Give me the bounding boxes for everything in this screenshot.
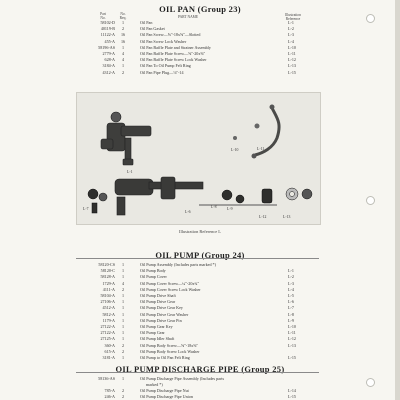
part-number: 58136-AS	[98, 376, 115, 381]
illustration-ref: L-5	[288, 293, 294, 298]
table-row	[0, 330, 400, 336]
part-name: Oil Pan Gasket	[140, 26, 165, 32]
quantity: 2	[121, 69, 125, 75]
part-number: 2779-A	[102, 51, 115, 56]
table-row	[0, 305, 400, 311]
illustration-ref: L-2	[288, 274, 294, 280]
part-number: 246-A	[104, 394, 115, 399]
table-row	[0, 336, 400, 342]
table-row	[0, 268, 400, 274]
table-row	[0, 324, 400, 330]
part-name: marked *)	[146, 382, 163, 387]
quantity: 1	[121, 268, 125, 274]
table-row	[0, 343, 400, 349]
table-row	[0, 312, 400, 318]
part-name: Oil Pump Body	[140, 268, 166, 274]
illustration-ref: L-15	[288, 394, 296, 399]
illustration-ref: L-11	[288, 51, 296, 56]
part-number: 4111-A	[102, 286, 115, 292]
part-name: Oil Pump Drive Gear Pin	[140, 317, 182, 323]
quantity: 1	[121, 305, 125, 311]
part-number: 628-A	[104, 57, 115, 63]
illustration-ref: L-1	[288, 268, 294, 274]
illustration-ref: L-10	[288, 324, 296, 329]
quantity: 1	[121, 44, 125, 50]
table-row	[0, 63, 400, 69]
quantity: 1	[121, 20, 125, 25]
part-name: Oil Pan Baffle Plate Screw Lock Washer	[140, 57, 207, 63]
table-row	[0, 274, 400, 280]
table-row	[0, 51, 400, 57]
part-number: 11122-A	[100, 32, 115, 38]
callout-l13: L-13	[283, 215, 291, 219]
part-number: 58102-D	[100, 20, 115, 25]
quantity: 2	[121, 26, 125, 32]
part-name: Oil Pump Idler Shaft	[140, 336, 175, 342]
illustration-ref: L-13	[288, 342, 296, 348]
quantity: 1	[121, 311, 125, 317]
quantity: 16	[120, 38, 126, 44]
illustration-ref: L-8	[288, 311, 294, 317]
part-number: 4312-A	[102, 69, 115, 75]
illustration-ref: L-3	[288, 280, 294, 286]
illustration-ref: L-2	[288, 26, 294, 32]
table-row	[0, 299, 400, 305]
part-name: Oil Pump Body Screw Lock Washer	[140, 348, 200, 354]
table-row	[0, 293, 400, 299]
illustration-ref: L-9	[288, 317, 294, 323]
part-number: 27125-A	[100, 336, 115, 342]
quantity: 1	[121, 355, 125, 360]
callout-l10: L-10	[231, 148, 239, 152]
page-edge	[395, 0, 400, 400]
part-number: 360-A	[104, 342, 115, 348]
table-row	[0, 57, 400, 63]
oil-pan-illustration	[76, 92, 321, 225]
part-name: Oil Pump Cover	[140, 274, 167, 280]
part-name: Oil Pump Drive Shaft	[140, 293, 176, 298]
illustration-ref: L-1	[288, 20, 294, 25]
part-number: 785-A	[104, 388, 115, 393]
part-name: Oil Pan To Oil Pump Felt Ring	[140, 63, 191, 69]
column-header-part-no: Part No.	[100, 12, 106, 20]
quantity: 4	[121, 51, 125, 56]
illustration-caption: Illustration Reference L	[179, 229, 221, 234]
part-number: 40119-B	[100, 26, 115, 32]
table-row	[0, 394, 400, 400]
quantity: 1	[121, 63, 125, 69]
quantity: 1	[121, 293, 125, 298]
table-row	[0, 70, 400, 76]
column-header-illustration-reference: Illustration Reference	[285, 13, 301, 21]
quantity: 2	[121, 388, 125, 393]
quantity: 1	[121, 324, 125, 329]
illustration-ref: L-13	[288, 63, 296, 69]
table-row	[0, 281, 400, 287]
illustration-ref: L-12	[288, 57, 296, 63]
part-number: 27106-A	[100, 299, 115, 305]
illustration-ref: L-7	[288, 305, 294, 311]
part-number: 27122-A	[100, 330, 115, 336]
part-number: 58120-C	[100, 268, 115, 274]
quantity: 1	[121, 336, 125, 342]
table-row	[0, 355, 400, 361]
quantity: 2	[121, 342, 125, 348]
part-number: 455-A	[104, 38, 115, 44]
quantity: 1	[121, 330, 125, 336]
section-title-oil-pan: OIL PAN (Group 23)	[159, 4, 241, 14]
part-number: 58128-A	[100, 274, 115, 280]
part-number: 1179-A	[102, 317, 115, 323]
part-name: Oil Pump Gear	[140, 330, 165, 336]
illustration-ref: L-4	[288, 38, 294, 44]
part-number: 3181-A	[102, 355, 115, 360]
table-row	[0, 262, 400, 268]
part-name: Oil Pump Body Screw—⅝"-18x⅝"	[140, 342, 199, 348]
illustration-ref: L-10	[288, 44, 296, 50]
part-name: Oil Pump Drive Gear	[140, 299, 176, 305]
callout-l7: L-7	[83, 207, 89, 211]
part-number: 58120-CS	[98, 262, 115, 267]
part-name: Oil Pump Discharge Pipe Nut	[140, 388, 189, 393]
quantity: 4	[121, 280, 125, 286]
part-number: 4512-A	[102, 305, 115, 311]
binder-hole	[366, 14, 375, 23]
callout-l11: L-11	[257, 147, 265, 151]
section-title-oil-pump-discharge-pipe: OIL PUMP DISCHARGE PIPE (Group 25)	[115, 364, 285, 374]
part-name: Oil Pump Drive Gear Key	[140, 305, 183, 311]
table-row	[0, 349, 400, 355]
quantity: 4	[121, 57, 125, 63]
part-name: Oil Pump to Oil Pan Felt Ring	[140, 355, 190, 360]
column-header-part-name: PART NAME	[178, 15, 199, 19]
table-row	[0, 32, 400, 38]
illustration-ref: L-14	[288, 388, 296, 393]
quantity: 1	[121, 317, 125, 323]
part-number: 27122-A	[100, 324, 115, 329]
part-name: Oil Pump Gear Key	[140, 324, 173, 329]
binder-hole	[366, 378, 375, 387]
section-rule	[76, 372, 319, 373]
illustration-ref: L-4	[288, 286, 294, 292]
exploded-parts-drawing	[77, 93, 320, 224]
quantity: 1	[121, 274, 125, 280]
table-row	[0, 26, 400, 32]
part-name: Oil Pan	[140, 20, 153, 25]
table-row	[0, 318, 400, 324]
part-number: 5812-A	[102, 311, 115, 317]
table-row	[0, 20, 400, 26]
quantity: 2	[121, 394, 125, 399]
part-number: 1729-A	[102, 280, 115, 286]
callout-l1: L-1	[127, 170, 133, 174]
table-row	[0, 39, 400, 45]
column-header-qty: No. Req.	[119, 12, 127, 20]
section-title-oil-pump: OIL PUMP (Group 24)	[155, 250, 245, 260]
illustration-ref: L-3	[288, 32, 294, 38]
callout-l12: L-12	[259, 215, 267, 219]
quantity: 1	[121, 299, 125, 305]
callout-l6: L-6	[185, 210, 191, 214]
illustration-ref: L-11	[288, 330, 296, 336]
table-row	[0, 45, 400, 51]
illustration-ref: L-12	[288, 336, 296, 342]
part-number: 58104-A	[100, 293, 115, 298]
part-name: Oil Pan Baffle Plate Screw—⅝"-20x⅝"	[140, 51, 206, 56]
quantity: 16	[120, 32, 126, 38]
table-row	[0, 287, 400, 293]
illustration-ref: L-15	[288, 355, 296, 360]
illustration-ref: L-15	[288, 69, 296, 75]
part-name: Oil Pan Baffle Plate and Strainer Assembly	[140, 44, 211, 50]
part-name: Oil Pan Screw—⅝"-18x⅝"—Slotted	[140, 32, 201, 38]
callout-l8: L-8	[211, 205, 217, 209]
part-name: Oil Pump Cover Screw Lock Washer	[140, 286, 201, 292]
callout-l9: L-9	[227, 207, 233, 211]
part-number: 615-A	[104, 348, 115, 354]
part-number: 58196-AS	[98, 44, 115, 50]
part-name: Oil Pump Discharge Pipe Assembly (Includes parts	[140, 376, 225, 381]
part-name: Oil Pan Screw Lock Washer	[140, 38, 187, 44]
part-name: Oil Pan Pipe Plug—⅛"-14	[140, 69, 184, 75]
illustration-ref: L-6	[288, 299, 294, 305]
quantity: 1	[121, 262, 125, 267]
quantity: 1	[121, 376, 125, 381]
part-name: Oil Pump Drive Gear Washer	[140, 311, 189, 317]
binder-hole	[366, 196, 375, 205]
section-rule	[76, 258, 319, 259]
part-name: Oil Pump Assembly (Includes parts marked *)	[140, 262, 216, 267]
quantity: 2	[121, 348, 125, 354]
part-name: Oil Pump Cover Screw—¼"-20x¾"	[140, 280, 200, 286]
part-name: Oil Pump Discharge Pipe Union	[140, 394, 193, 399]
part-number: 3184-A	[102, 63, 115, 69]
quantity: 2	[121, 286, 125, 292]
